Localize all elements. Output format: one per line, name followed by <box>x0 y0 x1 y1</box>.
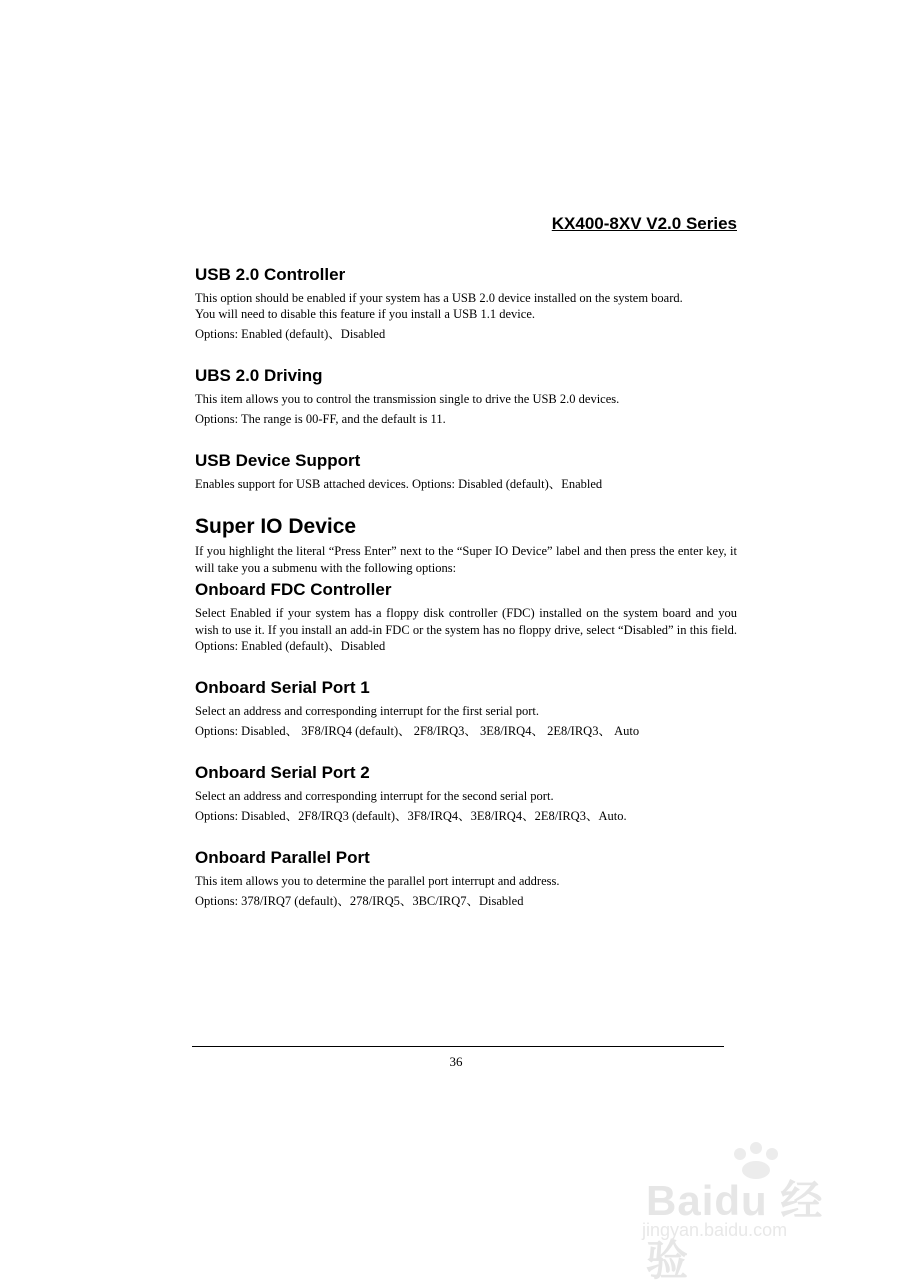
footer-divider <box>192 1046 724 1047</box>
super-io-description: If you highlight the literal “Press Enter” next to the “Super IO Device” label and then press the enter key, it will take you a submenu with the following options: <box>195 544 737 575</box>
baidu-watermark <box>636 1140 866 1284</box>
parallel-port-options: Options: 378/IRQ7 (default)、278/IRQ5、3BC/IRQ7、Disabled <box>195 894 524 908</box>
serial-port-1-description: Select an address and corresponding interrupt for the first serial port. <box>195 704 539 718</box>
section-title-serial-port-2: Onboard Serial Port 2 <box>195 763 370 782</box>
usb-controller-options: Options: Enabled (default)、Disabled <box>195 327 386 341</box>
serial-port-2-description: Select an address and corresponding interrupt for the second serial port. <box>195 789 554 803</box>
serial-port-2-options: Options: Disabled、2F8/IRQ3 (default)、3F8/IRQ4、3E8/IRQ4、2E8/IRQ3、Auto. <box>195 809 627 823</box>
ubs-driving-options: Options: The range is 00-FF, and the default is 11. <box>195 412 446 426</box>
ubs-driving-description: This item allows you to control the transmission single to drive the USB 2.0 devices. <box>195 392 620 406</box>
fdc-description: Select Enabled if your system has a floppy disk controller (FDC) installed on the system board and you wish to use it. If you install an add-in FDC or the system has no floppy drive, select “Disabled” in this field. Options: Enabled (default)、Disabled <box>195 606 737 653</box>
watermark-brand: Baidu 经验 <box>646 1177 824 1284</box>
section-title-onboard-fdc: Onboard FDC Controller <box>195 580 392 599</box>
section-title-parallel-port: Onboard Parallel Port <box>195 848 370 867</box>
usb-controller-description-line2: You will need to disable this feature if you install a USB 1.1 device. <box>195 307 535 321</box>
usb-controller-description-line1: This option should be enabled if your system has a USB 2.0 device installed on the system board. <box>195 291 683 305</box>
watermark-url: jingyan.baidu.com <box>642 1220 788 1240</box>
parallel-port-description: This item allows you to determine the parallel port interrupt and address. <box>195 874 560 888</box>
usb-device-support-description: Enables support for USB attached devices. Options: Disabled (default)、Enabled <box>195 477 603 491</box>
section-title-ubs-driving: UBS 2.0 Driving <box>195 366 323 385</box>
section-title-usb-device-support: USB Device Support <box>195 451 361 470</box>
section-title-super-io-device: Super IO Device <box>195 515 357 538</box>
document-series-title: KX400-8XV V2.0 Series <box>551 214 737 233</box>
section-title-serial-port-1: Onboard Serial Port 1 <box>195 678 370 697</box>
serial-port-1-options: Options: Disabled、 3F8/IRQ4 (default)、 2F8/IRQ3、 3E8/IRQ4、 2E8/IRQ3、 Auto <box>195 724 640 738</box>
section-title-usb-controller: USB 2.0 Controller <box>195 265 346 284</box>
page-number: 36 <box>449 1054 463 1069</box>
